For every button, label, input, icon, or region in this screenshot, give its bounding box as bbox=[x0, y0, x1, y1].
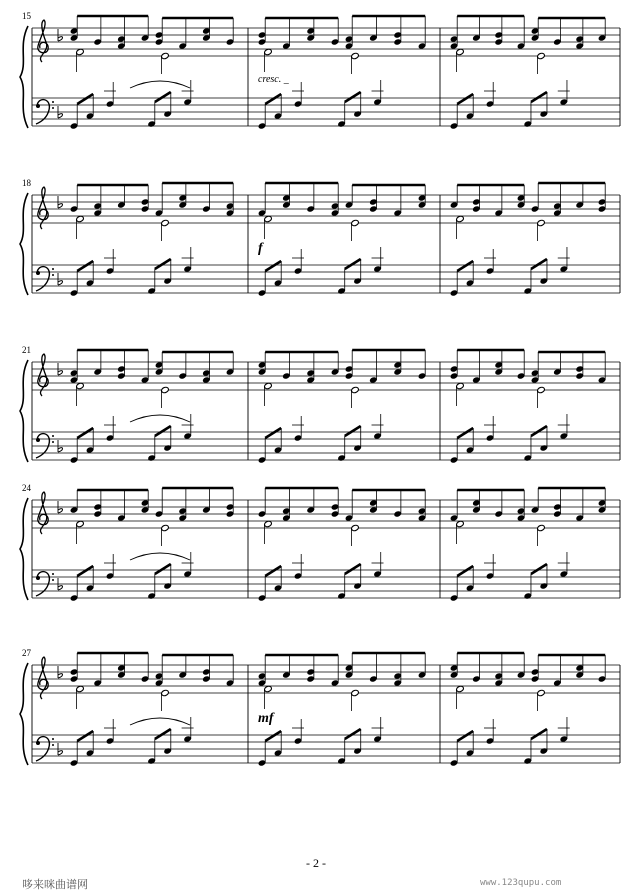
beam bbox=[77, 94, 93, 104]
page-number: - 2 - bbox=[306, 856, 326, 870]
brace bbox=[20, 193, 28, 295]
bass-clef-dot bbox=[52, 107, 54, 109]
half-note bbox=[76, 382, 85, 389]
flat-sign bbox=[58, 114, 63, 118]
measure-number: 15 bbox=[22, 11, 31, 21]
beam bbox=[345, 729, 361, 739]
beam bbox=[457, 731, 473, 741]
bass-clef-dot bbox=[52, 441, 54, 443]
half-note bbox=[264, 48, 273, 55]
beam bbox=[155, 92, 171, 102]
flat-sign bbox=[58, 204, 63, 208]
half-note bbox=[537, 386, 546, 393]
half-note bbox=[76, 685, 85, 692]
dynamic-marking: f bbox=[258, 241, 263, 256]
half-note bbox=[264, 215, 273, 222]
beam bbox=[531, 259, 547, 269]
half-note bbox=[76, 215, 85, 222]
beam bbox=[155, 564, 171, 574]
bass-clef-dot bbox=[52, 579, 54, 581]
measure-number: 24 bbox=[22, 483, 31, 493]
bass-clef-dot bbox=[52, 738, 54, 740]
half-note bbox=[264, 685, 273, 692]
bass-clef-dot bbox=[36, 271, 40, 275]
half-note bbox=[161, 219, 170, 226]
half-note bbox=[351, 386, 360, 393]
beam bbox=[265, 731, 281, 741]
half-note bbox=[76, 48, 85, 55]
bass-clef-dot bbox=[52, 268, 54, 270]
watermark-site-name: 哆来咪曲谱网 bbox=[22, 878, 88, 891]
half-note bbox=[351, 219, 360, 226]
half-note bbox=[264, 382, 273, 389]
half-note bbox=[351, 689, 360, 696]
bass-clef-dot bbox=[36, 576, 40, 580]
half-note bbox=[537, 52, 546, 59]
half-note bbox=[161, 689, 170, 696]
flat-sign bbox=[58, 37, 63, 41]
bass-clef-dot bbox=[36, 741, 40, 745]
dynamic-marking: cresc. _ bbox=[258, 74, 289, 85]
measure-number: 27 bbox=[22, 648, 31, 658]
bass-clef-dot bbox=[52, 435, 54, 437]
half-note bbox=[161, 52, 170, 59]
brace bbox=[20, 498, 28, 600]
half-note bbox=[456, 215, 465, 222]
beam bbox=[345, 92, 361, 102]
brace bbox=[20, 663, 28, 765]
beam bbox=[77, 428, 93, 438]
bass-clef-dot bbox=[52, 744, 54, 746]
half-note bbox=[456, 685, 465, 692]
slur bbox=[130, 718, 190, 725]
measure-number: 21 bbox=[22, 345, 31, 355]
beam bbox=[457, 94, 473, 104]
slur bbox=[130, 553, 190, 560]
beam bbox=[155, 729, 171, 739]
beam bbox=[457, 566, 473, 576]
beam bbox=[531, 92, 547, 102]
dynamic-marking: mf bbox=[258, 711, 274, 726]
beam bbox=[155, 259, 171, 269]
beam bbox=[265, 94, 281, 104]
beam bbox=[457, 261, 473, 271]
beam bbox=[531, 426, 547, 436]
brace bbox=[20, 360, 28, 462]
beam bbox=[531, 564, 547, 574]
beam bbox=[77, 731, 93, 741]
half-note bbox=[456, 48, 465, 55]
half-note bbox=[456, 382, 465, 389]
half-note bbox=[537, 219, 546, 226]
half-note bbox=[264, 520, 273, 527]
flat-sign bbox=[58, 674, 63, 678]
bass-clef-dot bbox=[52, 101, 54, 103]
beam bbox=[77, 261, 93, 271]
beam bbox=[265, 428, 281, 438]
beam bbox=[77, 566, 93, 576]
half-note bbox=[351, 52, 360, 59]
half-note bbox=[161, 386, 170, 393]
half-note bbox=[537, 524, 546, 531]
half-note bbox=[76, 520, 85, 527]
measure-number: 18 bbox=[22, 178, 31, 188]
flat-sign bbox=[58, 371, 63, 375]
watermark-url: www.123qupu.com bbox=[480, 878, 562, 888]
beam bbox=[457, 428, 473, 438]
slur bbox=[130, 415, 190, 422]
flat-sign bbox=[58, 751, 63, 755]
half-note bbox=[456, 520, 465, 527]
half-note bbox=[351, 524, 360, 531]
flat-sign bbox=[58, 281, 63, 285]
brace bbox=[20, 26, 28, 128]
flat-sign bbox=[58, 509, 63, 513]
bass-clef-dot bbox=[52, 573, 54, 575]
bass-clef-dot bbox=[36, 104, 40, 108]
beam bbox=[531, 729, 547, 739]
bass-clef-dot bbox=[36, 438, 40, 442]
bass-clef-dot bbox=[52, 274, 54, 276]
beam bbox=[265, 261, 281, 271]
flat-sign bbox=[58, 448, 63, 452]
half-note bbox=[537, 689, 546, 696]
beam bbox=[345, 426, 361, 436]
beam bbox=[265, 566, 281, 576]
beam bbox=[345, 564, 361, 574]
flat-sign bbox=[58, 586, 63, 590]
beam bbox=[345, 259, 361, 269]
half-note bbox=[161, 524, 170, 531]
beam bbox=[155, 426, 171, 436]
slur bbox=[130, 81, 190, 88]
